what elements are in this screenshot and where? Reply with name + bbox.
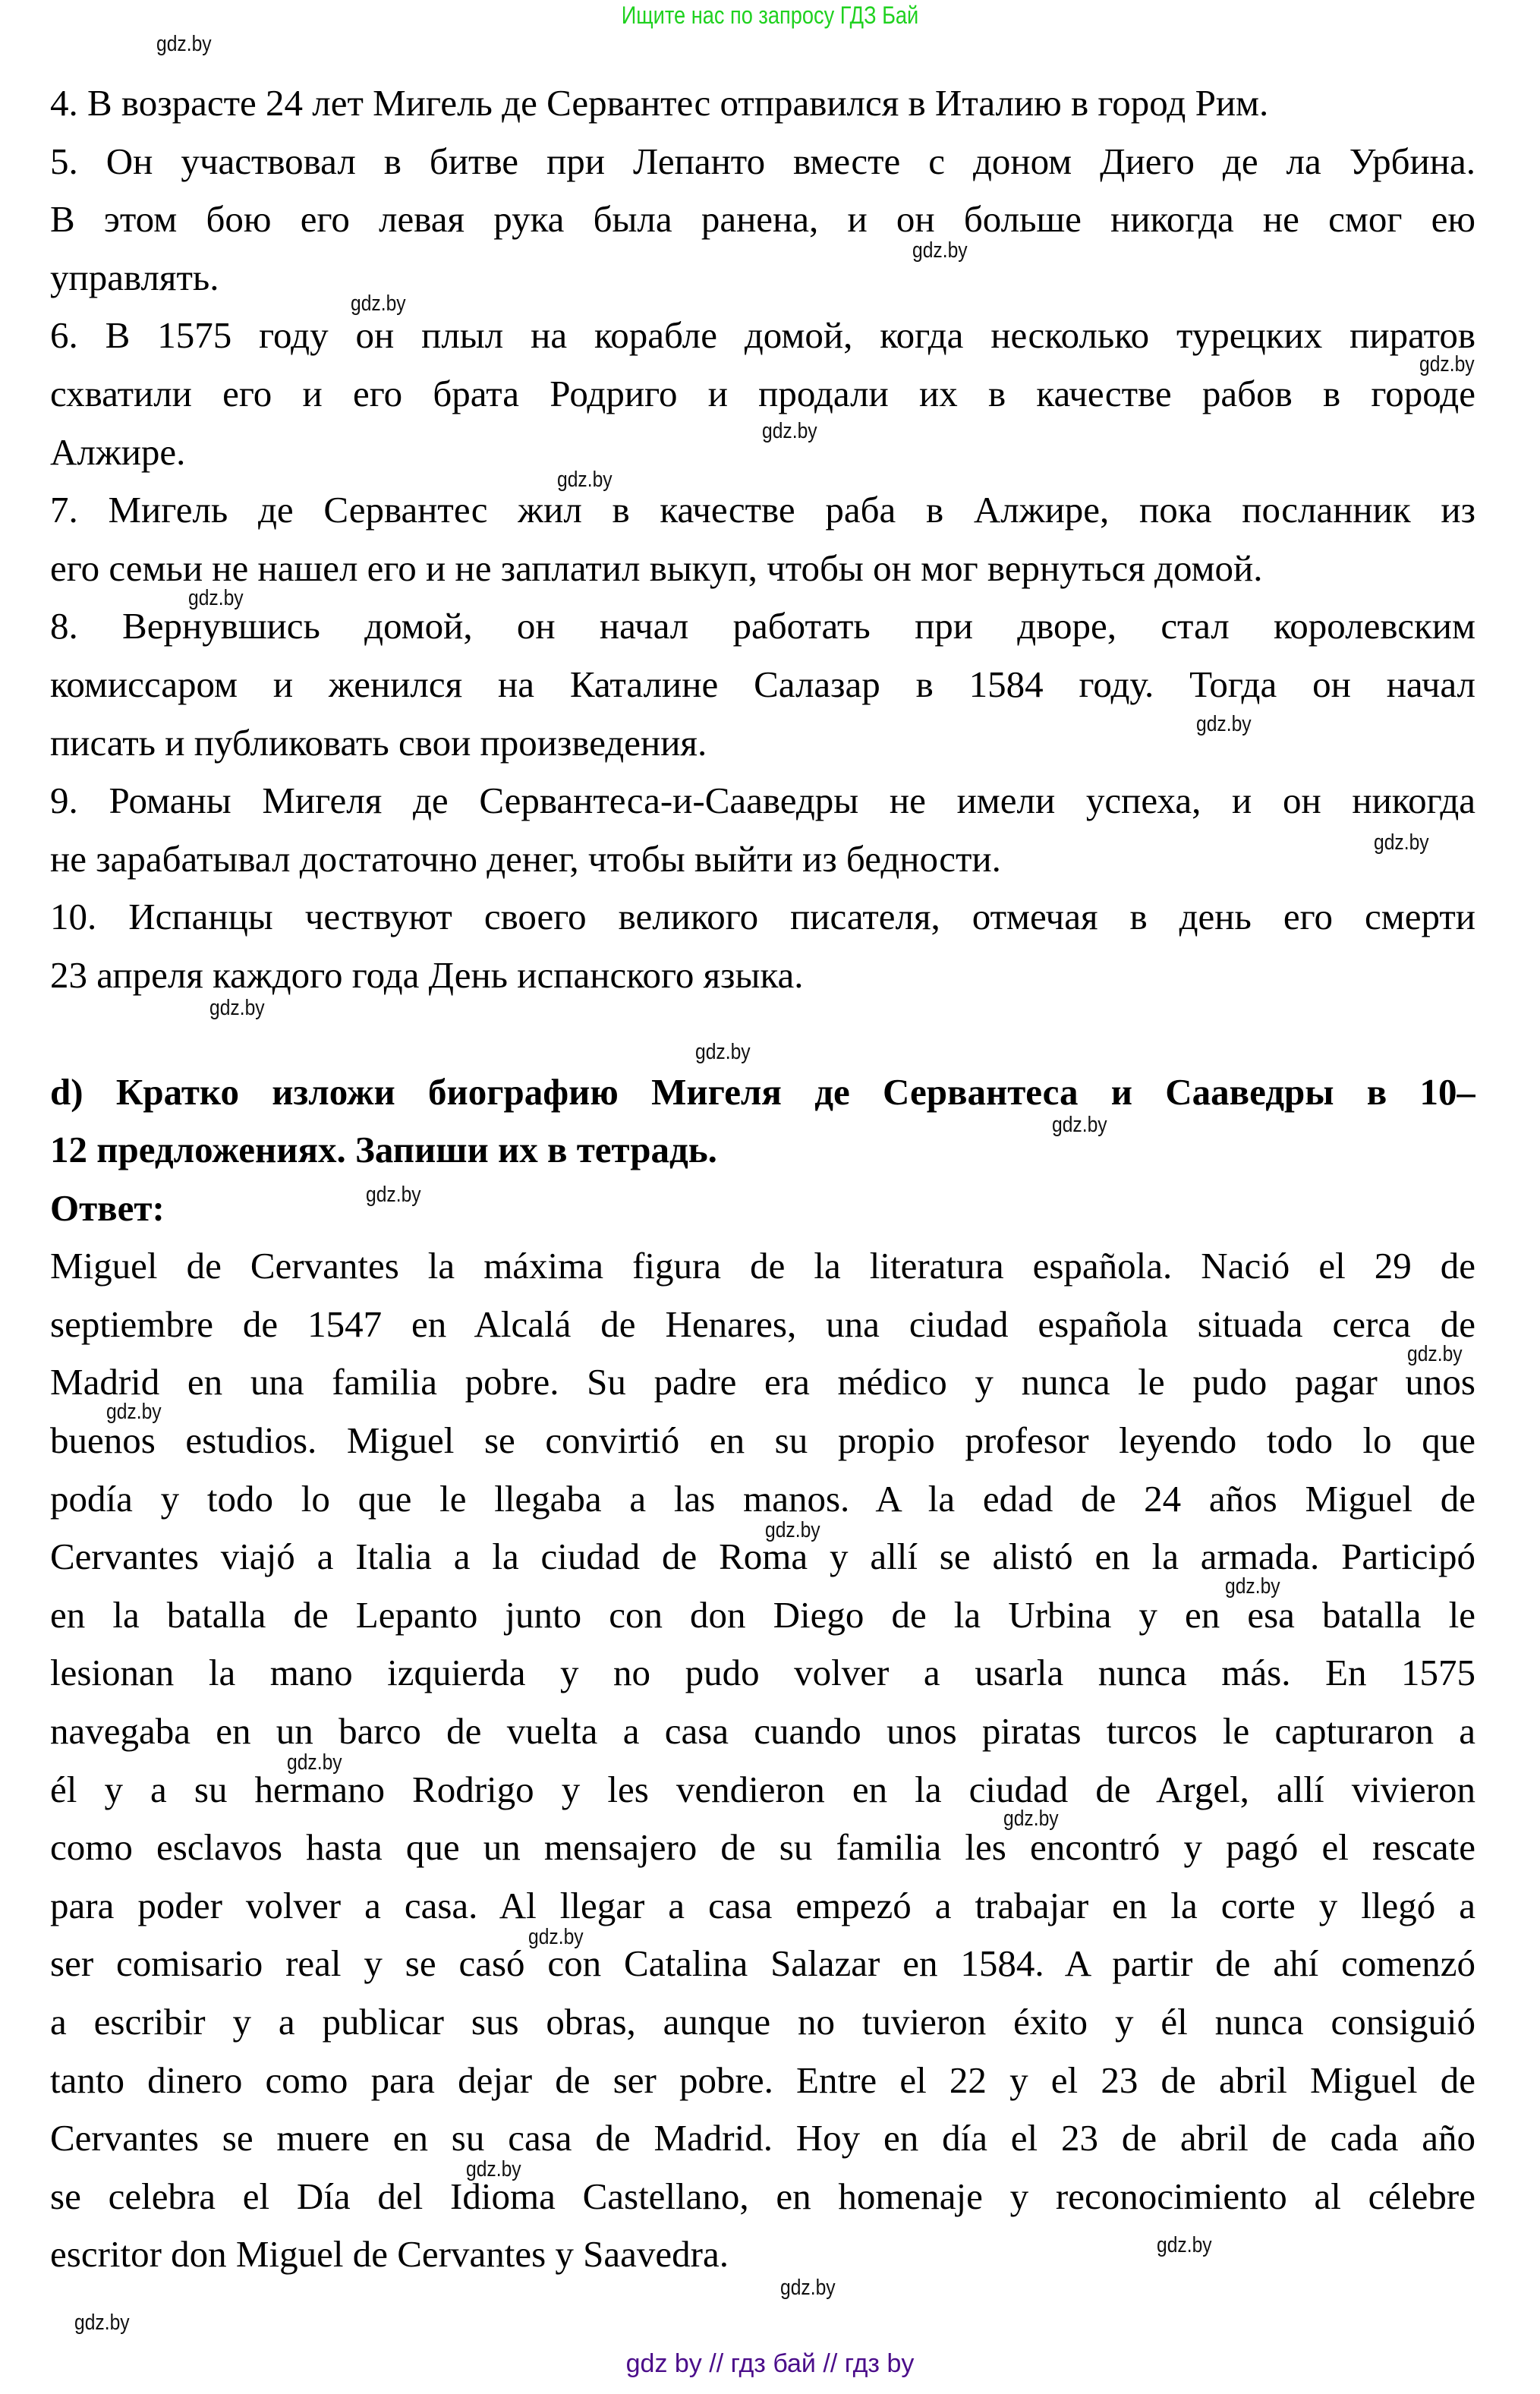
watermark: gdz.by [156, 32, 212, 56]
watermark: gdz.by [1419, 352, 1475, 376]
watermark: gdz.by [912, 238, 968, 263]
text-line: podía y todo lo que le llegaba a las manos. A la edad de 24 años Miguel de [50, 1477, 1475, 1520]
answer-label: Ответ: [50, 1186, 165, 1229]
watermark: gdz.by [106, 1400, 162, 1424]
list-item [50, 307, 1475, 481]
list-item [50, 481, 1475, 597]
watermark: gdz.by [780, 2276, 836, 2300]
text-line: como esclavos hasta que un mensajero de su familia les encontró y pagó el rescate [50, 1826, 1475, 1869]
watermark: gdz.by [74, 2311, 130, 2335]
text-line: en la batalla de Lepanto junto con don Diego de la Urbina y en esa batalla le [50, 1593, 1475, 1636]
text-line: не зарабатывал достаточно денег, чтобы выйти из бедности. [50, 837, 1001, 880]
text-line: 5. Он участвовал в битве при Лепанто вместе с доном Диего де ла Урбина. [50, 140, 1475, 182]
watermark: gdz.by [1196, 712, 1252, 736]
text-line: él y a su hermano Rodrigo y les vendieron en la ciudad de Argel, allí vivieron [50, 1768, 1475, 1810]
text-line: 6. В 1575 году он плыл на корабле домой, когда несколько турецких пиратов [50, 314, 1475, 357]
heading-line: 12 предложениях. Запиши их в тетрадь. [50, 1129, 717, 1171]
text-line: Cervantes se muere en su casa de Madrid. Hoy en día el 23 de abril de cada año [50, 2117, 1475, 2159]
text-line: Madrid en una familia pobre. Su padre era médico y nunca le pudo pagar unos [50, 1361, 1475, 1403]
text-line: 23 апреля каждого года День испанского языка. [50, 953, 804, 996]
text-line: комиссаром и женился на Каталине Салазар в 1584 году. Тогда он начал [50, 663, 1475, 705]
watermark: gdz.by [1407, 1342, 1463, 1366]
text-line: схватили его и его брата Родриго и продали их в качестве рабов в городе [50, 372, 1475, 414]
list-item [50, 772, 1475, 888]
watermark: gdz.by [695, 1040, 751, 1064]
watermark: gdz.by [466, 2157, 521, 2181]
watermark: gdz.by [1374, 830, 1429, 855]
spanish-answer [50, 1237, 1475, 2284]
text-line: Cervantes viajó a Italia a la ciudad de Roma y allí se alistó en la armada. Participó [50, 1536, 1475, 1578]
watermark: gdz.by [1157, 2233, 1212, 2257]
watermark: gdz.by [765, 1518, 820, 1542]
text-line: tanto dinero como para dejar de ser pobre. Entre el 22 y el 23 de abril Miguel de [50, 2059, 1475, 2101]
text-line: ser comisario real y se casó con Catalina Salazar en 1584. A partir de ahí comenzó [50, 1942, 1475, 1985]
text-line: писать и публиковать свои произведения. [50, 721, 707, 764]
footer-links[interactable]: gdz by // гдз бай // гдз by [625, 2349, 915, 2378]
list-item [50, 888, 1475, 1004]
text-line: В этом бою его левая рука была ранена, и он больше никогда не смог ею [50, 198, 1475, 241]
text-line: Miguel de Cervantes la máxima figura de la literatura española. Nació el 29 de [50, 1245, 1475, 1287]
text-line: para poder volver a casa. Al llegar a casa empezó a trabajar en la corte y llegó a [50, 1884, 1475, 1926]
list-item [50, 74, 1475, 133]
list-item [50, 597, 1475, 772]
search-banner: Ищите нас по запросу ГДЗ Бай [621, 2, 919, 29]
document-content [50, 74, 1475, 2284]
text-line: se celebra el Día del Idioma Castellano, en homenaje y reconocimiento al célebre [50, 2175, 1475, 2217]
watermark: gdz.by [351, 291, 406, 316]
text-line: buenos estudios. Miguel se convirtió en su propio profesor leyendo todo lo que [50, 1419, 1475, 1462]
text-line: navegaba en un barco de vuelta a casa cuando unos piratas turcos le capturaron a [50, 1710, 1475, 1753]
heading-line: d) Кратко изложи биографию Мигеля де Сервантеса и Сааведры в 10– [50, 1070, 1475, 1113]
text-line: 10. Испанцы чествуют своего великого писателя, отмечая в день его смерти [50, 896, 1475, 938]
watermark: gdz.by [209, 996, 265, 1020]
text-line: lesionan la mano izquierda y no pudo volver a usarla nunca más. En 1575 [50, 1652, 1475, 1694]
watermark: gdz.by [528, 1925, 584, 1949]
text-line: escritor don Miguel de Cervantes y Saavedra. [50, 2233, 729, 2276]
text-line: управлять. [50, 256, 219, 298]
text-line: 8. Вернувшись домой, он начал работать при дворе, стал королевским [50, 605, 1475, 647]
text-line: Алжире. [50, 430, 186, 473]
text-line: septiembre de 1547 en Alcalá de Henares, una ciudad española situada cerca de [50, 1303, 1475, 1345]
watermark: gdz.by [557, 468, 613, 492]
task-d-heading [50, 1063, 1475, 1180]
watermark: gdz.by [1225, 1574, 1280, 1599]
list-item [50, 133, 1475, 307]
watermark: gdz.by [762, 419, 817, 443]
text-line: 4. В возрасте 24 лет Мигель де Сервантес отправился в Италию в город Рим. [50, 82, 1269, 124]
text-line: 9. Романы Мигеля де Сервантеса-и-Сааведры не имели успеха, и он никогда [50, 780, 1475, 822]
watermark: gdz.by [366, 1183, 421, 1207]
text-line: 7. Мигель де Сервантес жил в качестве раба в Алжире, пока посланник из [50, 489, 1475, 531]
text-line: его семьи не нашел его и не заплатил выкуп, чтобы он мог вернуться домой. [50, 547, 1263, 589]
russian-answers [50, 74, 1475, 1005]
text-line: a escribir y a publicar sus obras, aunque no tuvieron éxito y él nunca consiguió [50, 2001, 1475, 2043]
watermark: gdz.by [1003, 1807, 1059, 1831]
watermark: gdz.by [188, 586, 244, 610]
watermark: gdz.by [1052, 1113, 1107, 1137]
watermark: gdz.by [287, 1750, 342, 1775]
